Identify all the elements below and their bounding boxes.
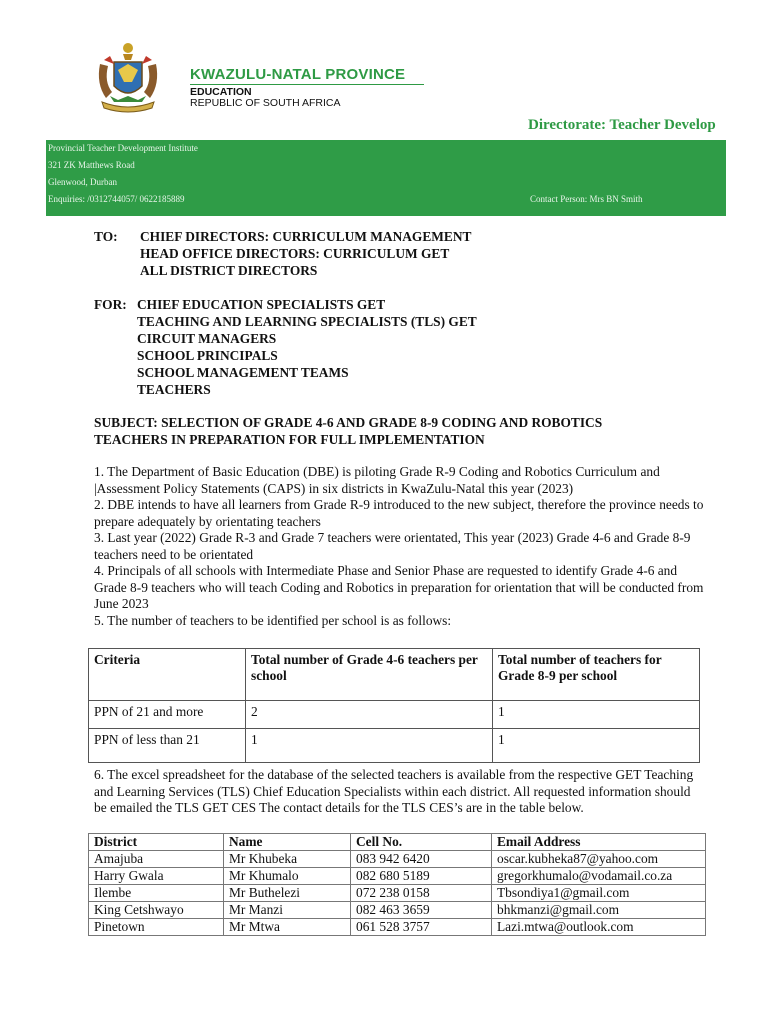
email-cell: gregorkhumalo@vodamail.co.za [492, 868, 706, 885]
address-line: Provincial Teacher Development Institute [48, 143, 198, 153]
table-cell: Mr Buthelezi [224, 885, 351, 902]
table-header-cell: Criteria [89, 649, 246, 701]
to-line: CHIEF DIRECTORS: CURRICULUM MANAGEMENT [140, 229, 472, 244]
for-recipients [137, 296, 477, 398]
table-cell: Amajuba [89, 851, 224, 868]
table-cell: Harry Gwala [89, 868, 224, 885]
table-row [89, 851, 706, 868]
table-cell: Mr Khumalo [224, 868, 351, 885]
province-name: KWAZULU-NATAL PROVINCE [190, 66, 406, 83]
address-band [46, 140, 726, 216]
directorate-title: Directorate: Teacher Develop [528, 117, 716, 133]
country-name: REPUBLIC OF SOUTH AFRICA [190, 97, 341, 109]
body-paragraphs [94, 464, 704, 629]
coat-of-arms-icon [92, 40, 164, 116]
table-header-cell: Email Address [492, 834, 706, 851]
paragraph-1: 1. The Department of Basic Education (DBE) is piloting Grade R-9 Coding and Robotics Curriculum and |Assessment Policy Statements (CAPS) in six districts in KwaZulu-Natal this year (2023) [94, 464, 660, 496]
table-header-cell: District [89, 834, 224, 851]
province-rule [190, 84, 424, 85]
table-cell: Mr Manzi [224, 902, 351, 919]
table-cell: PPN of less than 21 [89, 729, 246, 763]
table-header-row [89, 649, 700, 701]
address-line: 321 ZK Matthews Road [48, 160, 135, 170]
for-line: CIRCUIT MANAGERS [137, 331, 277, 346]
for-line: CHIEF EDUCATION SPECIALISTS GET [137, 297, 386, 312]
for-line: TEACHING AND LEARNING SPECIALISTS (TLS) GET [137, 314, 477, 329]
table-header-cell: Cell No. [351, 834, 492, 851]
subject-line: TEACHERS IN PREPARATION FOR FULL IMPLEMENTATION [94, 432, 485, 447]
subject-line: SUBJECT: SELECTION OF GRADE 4-6 AND GRADE 8-9 CODING AND ROBOTICS [94, 415, 603, 430]
table-cell: 1 [493, 729, 700, 763]
table-cell: 072 238 0158 [351, 885, 492, 902]
email-cell: Lazi.mtwa@outlook.com [492, 919, 706, 936]
paragraph-2: 2. DBE intends to have all learners from Grade R-9 introduced to the new subject, therefore the province needs to prepare adequately by orientating teachers [94, 497, 704, 529]
table-header-cell: Total number of Grade 4-6 teachers per school [246, 649, 493, 701]
to-line: HEAD OFFICE DIRECTORS: CURRICULUM GET [140, 246, 450, 261]
table-row [89, 902, 706, 919]
table-row [89, 919, 706, 936]
table-cell: 2 [246, 701, 493, 729]
email-cell: bhkmanzi@gmail.com [492, 902, 706, 919]
for-line: SCHOOL MANAGEMENT TEAMS [137, 365, 349, 380]
to-label: TO: [94, 229, 118, 244]
address-line: Glenwood, Durban [48, 177, 117, 187]
department-name: EDUCATION [190, 86, 252, 98]
table-cell: Pinetown [89, 919, 224, 936]
district-contacts-table [88, 833, 706, 936]
table-header-cell: Total number of teachers for Grade 8-9 per school [493, 649, 700, 701]
criteria-table [88, 648, 700, 763]
paragraph-3: 3. Last year (2022) Grade R-3 and Grade 7 teachers were orientated, This year (2023) Grade 4-6 and Grade 8-9 teachers need to be orientated [94, 530, 691, 562]
table-cell: 061 528 3757 [351, 919, 492, 936]
table-cell: Mr Khubeka [224, 851, 351, 868]
table-row [89, 729, 700, 763]
table-header-row [89, 834, 706, 851]
for-line: TEACHERS [137, 382, 211, 397]
table-header-cell: Name [224, 834, 351, 851]
body-paragraph-6 [94, 767, 704, 817]
to-line: ALL DISTRICT DIRECTORS [140, 263, 318, 278]
email-cell: oscar.kubheka87@yahoo.com [492, 851, 706, 868]
enquiries-line: Enquiries: /0312744057/ 0622185889 [48, 194, 185, 204]
paragraph-5: 5. The number of teachers to be identified per school is as follows: [94, 612, 452, 628]
for-label: FOR: [94, 297, 127, 312]
table-cell: 1 [246, 729, 493, 763]
paragraph-4: 4. Principals of all schools with Intermediate Phase and Senior Phase are requested to identify Grade 4-6 and Grade 8-9 teachers who will teach Coding and Robotics in preparation for orientation that will be conducted from June 2023 [94, 563, 704, 611]
subject [94, 414, 602, 448]
table-cell: 1 [493, 701, 700, 729]
for-line: SCHOOL PRINCIPALS [137, 348, 278, 363]
contact-person: Contact Person: Mrs BN Smith [530, 194, 643, 204]
table-row [89, 885, 706, 902]
table-cell: King Cetshwayo [89, 902, 224, 919]
table-cell: Mr Mtwa [224, 919, 351, 936]
to-recipients [140, 228, 471, 279]
email-cell: Tbsondiya1@gmail.com [492, 885, 706, 902]
paragraph-6: 6. The excel spreadsheet for the database of the selected teachers is available from the respective GET Teaching and Learning Services (TLS) Chief Education Specialists within each district. All requested information should be emailed the TLS GET CES The contact details for the TLS CES’s are in the table below. [94, 767, 694, 815]
table-row [89, 868, 706, 885]
table-cell: 082 463 3659 [351, 902, 492, 919]
table-cell: PPN of 21 and more [89, 701, 246, 729]
table-cell: 083 942 6420 [351, 851, 492, 868]
table-cell: 082 680 5189 [351, 868, 492, 885]
table-row [89, 701, 700, 729]
table-cell: Ilembe [89, 885, 224, 902]
